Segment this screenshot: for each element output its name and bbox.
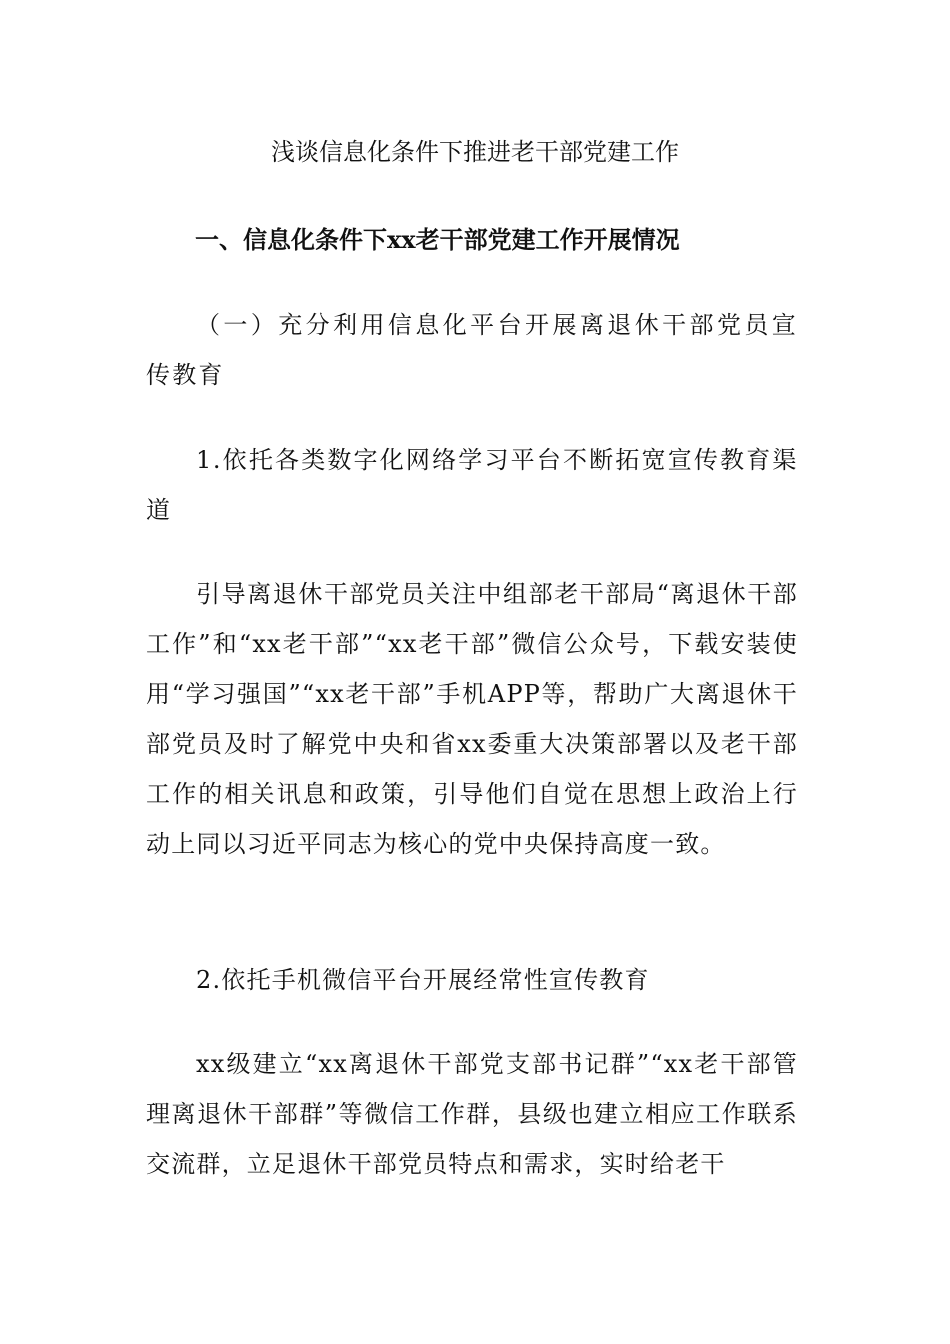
item-heading-2: 2.依托手机微信平台开展经常性宣传教育 xyxy=(196,966,650,994)
body-paragraph-2: xx级建立“xx离退休干部党支部书记群”“xx老干部管理离退休干部群”等微信工作群，县级也建立相应工作联系交流群，立足退休干部党员特点和需求，实时给老干 xyxy=(146,1050,798,1178)
document-title: 浅谈信息化条件下推进老干部党建工作 xyxy=(271,138,679,166)
section-heading: 一、信息化条件下xx老干部党建工作开展情况 xyxy=(195,225,680,254)
subsection-heading: （一）充分利用信息化平台开展离退休干部党员宣传教育 xyxy=(146,311,798,389)
item-heading-1: 1.依托各类数字化网络学习平台不断拓宽宣传教育渠道 xyxy=(146,446,798,524)
body-paragraph-1: 引导离退休干部党员关注中组部老干部局“离退休干部工作”和“xx老干部”“xx老干部”微信公众号，下载安装使用“学习强国”“xx老干部”手机APP等，帮助广大离退休干部党员及时了解党中央和省xx委重大决策部署以及老干部工作的相关讯息和政策，引导他们自觉在思想上政治上行动上同以习近平同志为核心的党中央保持高度一致。 xyxy=(146,580,798,858)
